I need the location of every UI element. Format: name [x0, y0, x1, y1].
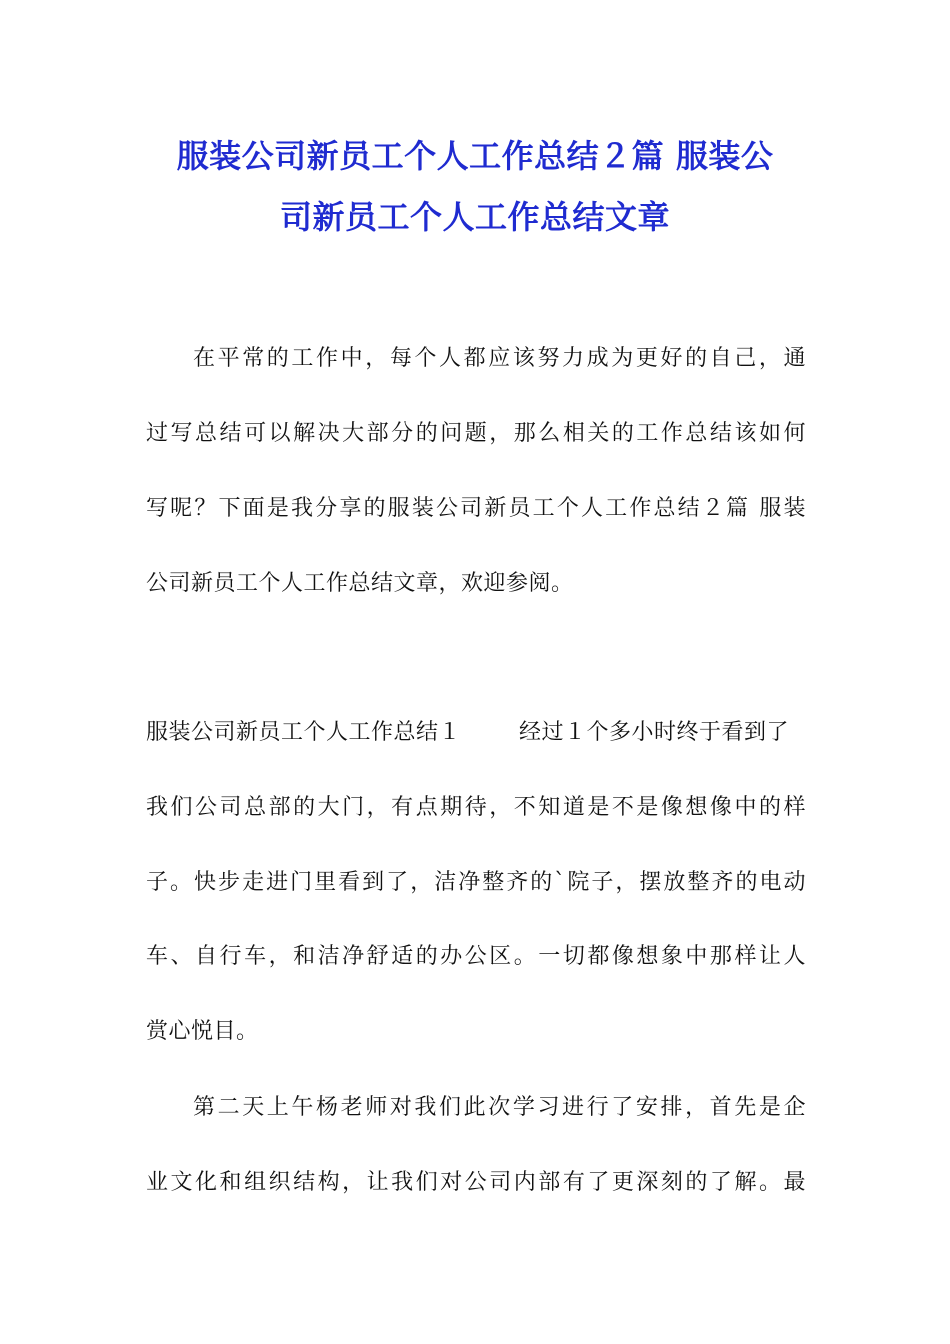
paragraph2-line-1: 第二天上午杨老师对我们此次学习进行了安排，首先是企 — [193, 1095, 806, 1120]
document-title — [140, 126, 810, 248]
title-line-1: 服装公司新员工个人工作总结２篇 服装公 — [176, 137, 774, 175]
section1-line-1: 经过１个多小时终于看到了 — [519, 720, 790, 745]
section1-heading: 服装公司新员工个人工作总结１ — [146, 720, 462, 745]
title-line-2: 司新员工个人工作总结文章 — [279, 198, 670, 236]
section1-line-5: 赏心悦目。 — [146, 1019, 259, 1044]
intro-line-3: 写呢？下面是我分享的服装公司新员工个人工作总结２篇 服装 — [146, 496, 806, 521]
section1-line-3: 子。快步走进门里看到了，洁净整齐的`院子，摆放整齐的电动 — [146, 870, 806, 895]
intro-line-4: 公司新员工个人工作总结文章，欢迎参阅。 — [146, 571, 574, 596]
paragraph2-line-2: 业文化和组织结构，让我们对公司内部有了更深刻的了解。最 — [146, 1170, 806, 1195]
intro-line-1: 在平常的工作中，每个人都应该努力成为更好的自己，通 — [193, 346, 806, 371]
section1-first-line — [146, 717, 806, 749]
intro-line-2: 过写总结可以解决大部分的问题，那么相关的工作总结该如何 — [146, 421, 806, 446]
section1-line-2: 我们公司总部的大门，有点期待，不知道是不是像想像中的样 — [146, 795, 806, 820]
section1-line-4: 车、自行车，和洁净舒适的办公区。一切都像想象中那样让人 — [146, 944, 806, 969]
